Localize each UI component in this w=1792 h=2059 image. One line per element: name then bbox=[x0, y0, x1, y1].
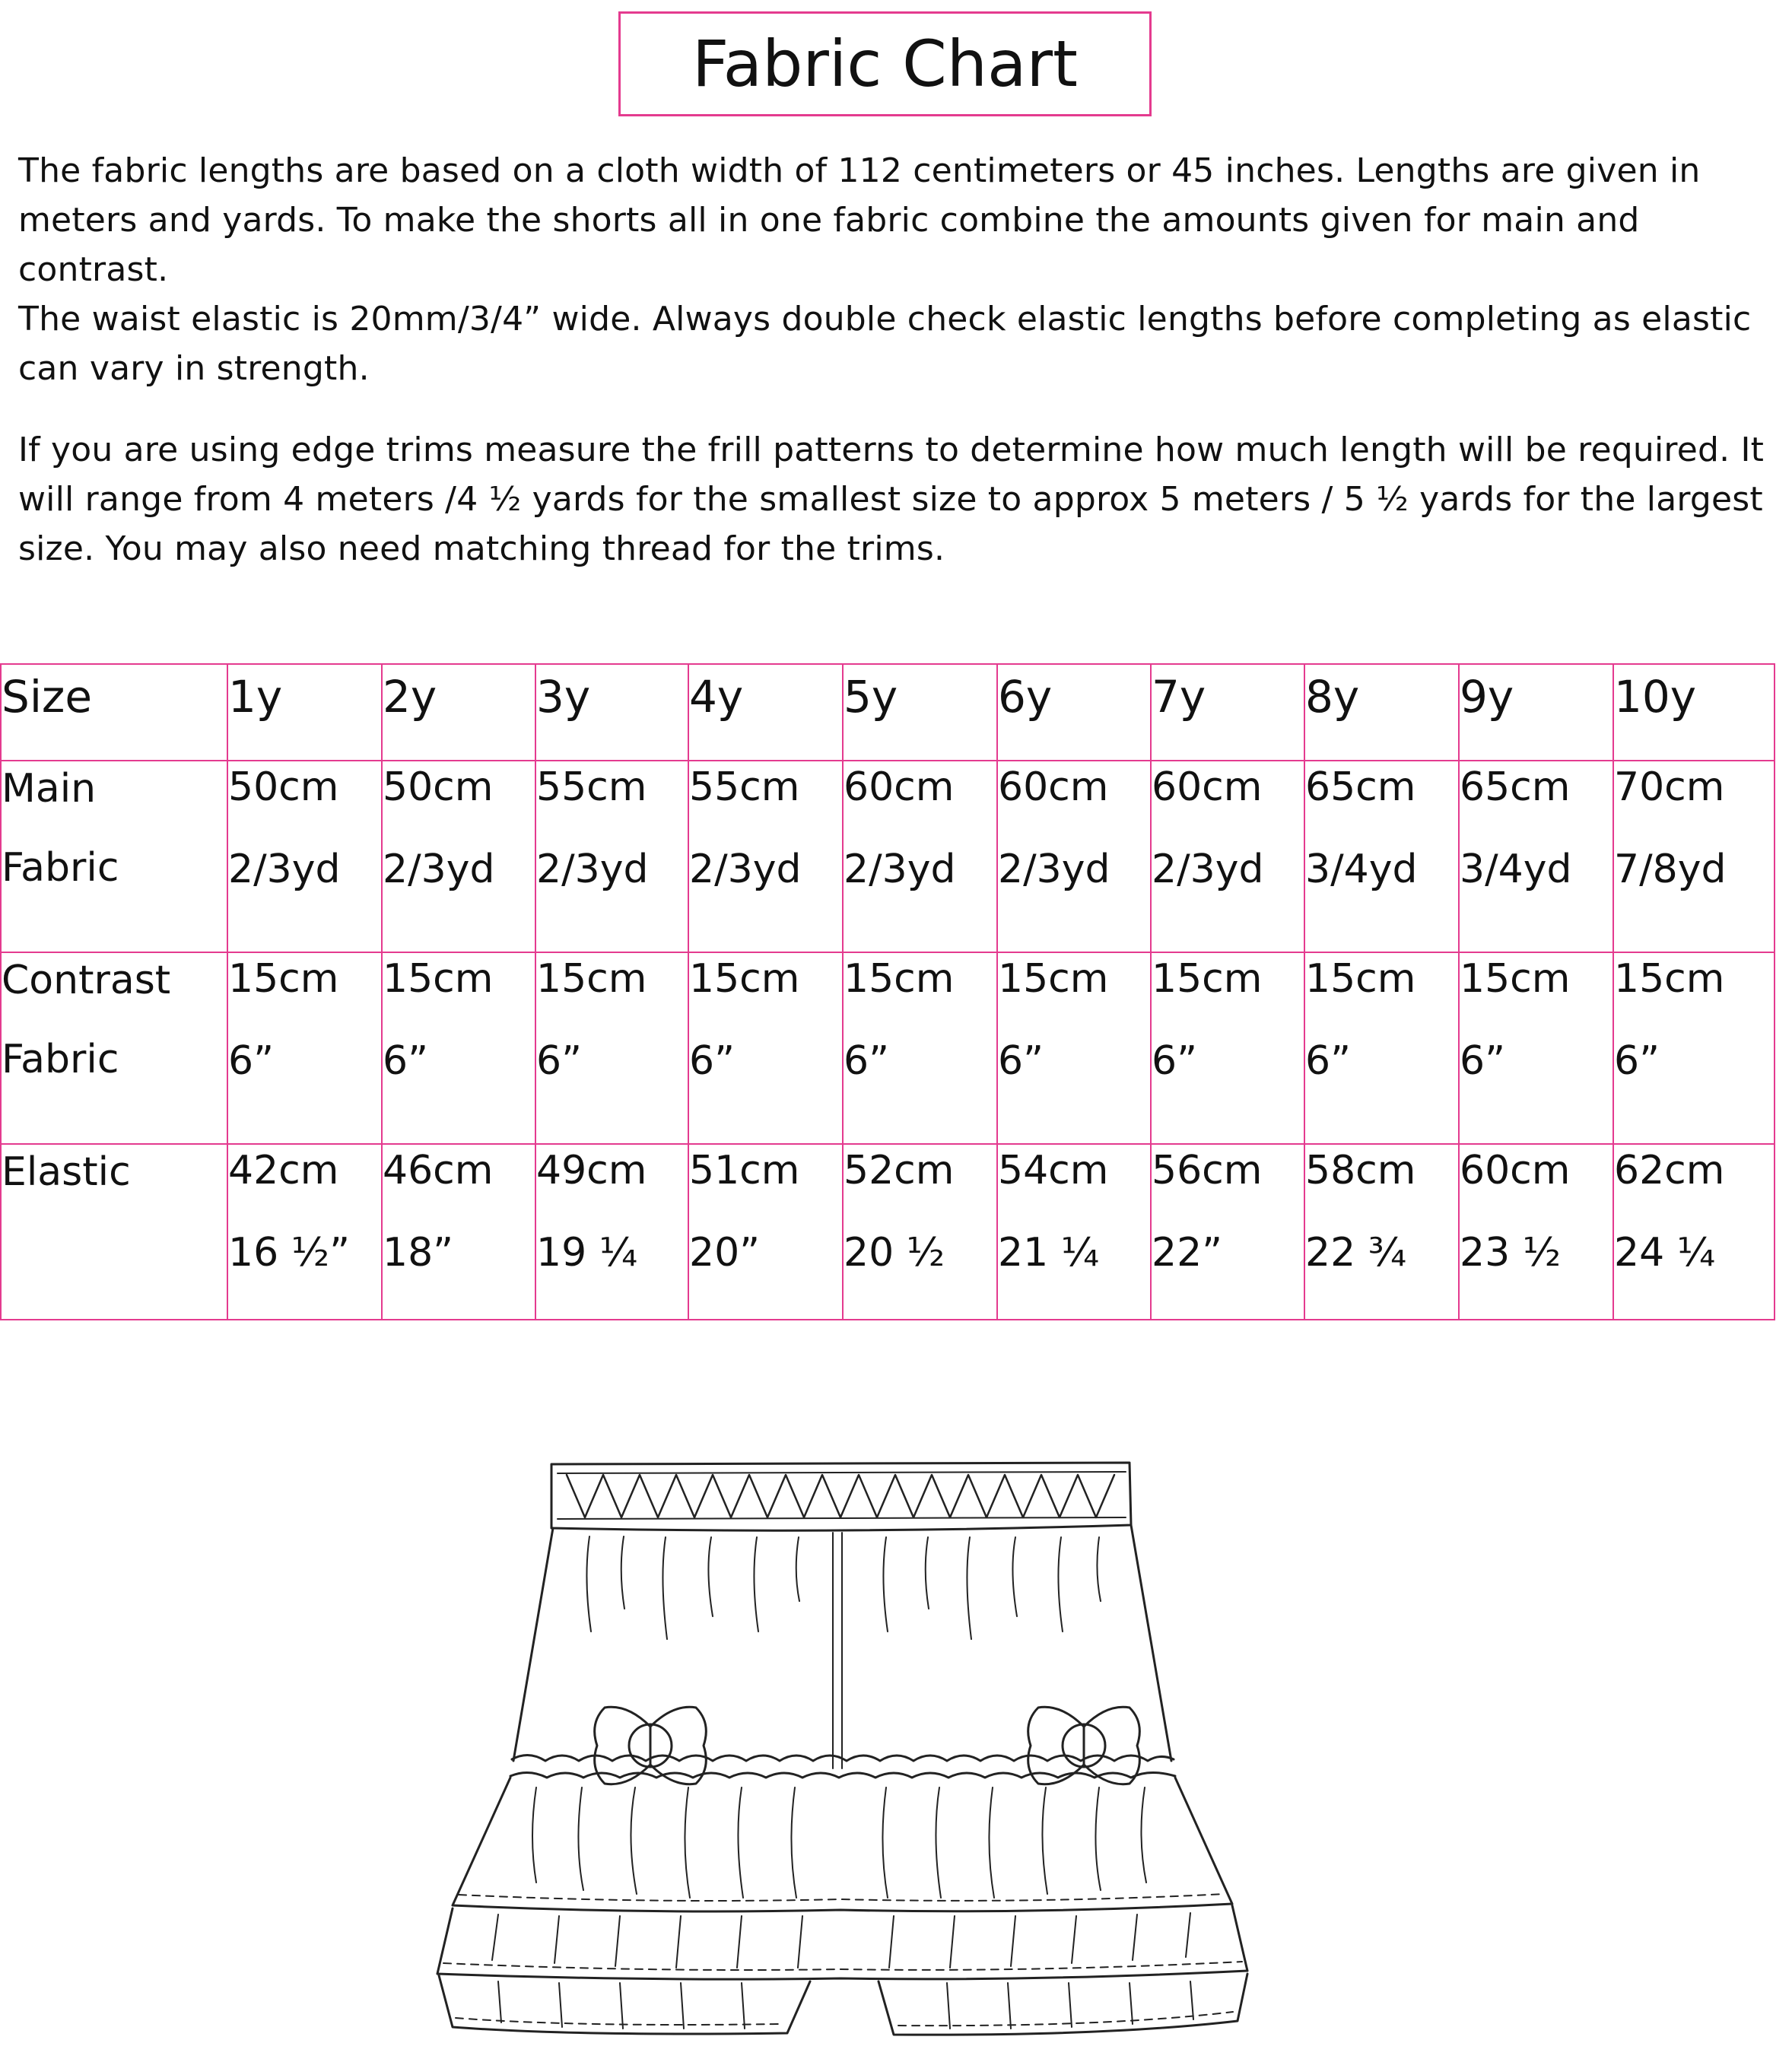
elastic-imperial-value: 18” bbox=[383, 1230, 454, 1276]
elastic-value-cell bbox=[227, 1144, 382, 1320]
top-frill bbox=[453, 1778, 1232, 1911]
main-imperial-value: 2/3yd bbox=[844, 847, 956, 892]
main-imperial-value: 2/3yd bbox=[1152, 847, 1264, 892]
contrast-imperial-value: 6” bbox=[689, 1038, 736, 1084]
main-imperial-value: 2/3yd bbox=[536, 847, 649, 892]
size-cell: 2y bbox=[382, 664, 535, 761]
contrast-metric-value: 15cm bbox=[689, 956, 800, 1002]
elastic-metric-value: 52cm bbox=[844, 1148, 955, 1193]
contrast-value-cell bbox=[1151, 952, 1304, 1144]
main-imperial-value: 2/3yd bbox=[383, 847, 495, 892]
size-cell: 5y bbox=[843, 664, 997, 761]
left-bow-icon bbox=[595, 1707, 707, 1784]
main-value-cell bbox=[1613, 761, 1775, 952]
elastic-value-cell bbox=[1459, 1144, 1613, 1320]
main-metric-value: 70cm bbox=[1614, 764, 1725, 810]
contrast-fabric-label: Fabric bbox=[2, 1037, 119, 1082]
elastic-label: Elastic bbox=[2, 1149, 131, 1195]
main-metric-value: 60cm bbox=[998, 764, 1109, 810]
elastic-imperial-value: 23 ½ bbox=[1460, 1230, 1562, 1276]
elastic-value-cell bbox=[1151, 1144, 1304, 1320]
main-value-cell bbox=[227, 761, 382, 952]
size-cell: 7y bbox=[1151, 664, 1304, 761]
main-imperial-value: 3/4yd bbox=[1305, 847, 1418, 892]
contrast-value-cell bbox=[1304, 952, 1459, 1144]
elastic-value-cell bbox=[1613, 1144, 1775, 1320]
contrast-imperial-value: 6” bbox=[383, 1038, 429, 1084]
main-value-cell bbox=[382, 761, 535, 952]
main-value-cell bbox=[1151, 761, 1304, 952]
contrast-imperial-value: 6” bbox=[536, 1038, 583, 1084]
elastic-metric-value: 58cm bbox=[1305, 1148, 1416, 1193]
intro-text bbox=[18, 146, 1775, 574]
main-metric-value: 55cm bbox=[536, 764, 647, 810]
contrast-fabric-row bbox=[1, 952, 1775, 1144]
contrast-imperial-value: 6” bbox=[998, 1038, 1044, 1084]
elastic-metric-value: 60cm bbox=[1460, 1148, 1571, 1193]
main-value-cell bbox=[1304, 761, 1459, 952]
size-cell: 10y bbox=[1613, 664, 1775, 761]
contrast-value-cell bbox=[688, 952, 843, 1144]
intro-paragraph-elastic: The waist elastic is 20mm/3/4” wide. Always double check elastic lengths before completing as elastic can vary in strength. bbox=[18, 300, 1752, 388]
size-header: Size bbox=[1, 664, 227, 761]
elastic-header bbox=[1, 1144, 227, 1320]
contrast-metric-value: 15cm bbox=[1614, 956, 1725, 1002]
main-imperial-value: 7/8yd bbox=[1614, 847, 1727, 892]
main-imperial-value: 3/4yd bbox=[1460, 847, 1572, 892]
main-value-cell bbox=[688, 761, 843, 952]
main-imperial-value: 2/3yd bbox=[689, 847, 802, 892]
fabric-chart-table bbox=[0, 663, 1775, 1320]
elastic-imperial-value: 24 ¼ bbox=[1614, 1230, 1716, 1276]
elastic-value-cell bbox=[535, 1144, 688, 1320]
contrast-imperial-value: 6” bbox=[228, 1038, 275, 1084]
contrast-value-cell bbox=[382, 952, 535, 1144]
size-cell: 8y bbox=[1304, 664, 1459, 761]
zigzag-stitch bbox=[567, 1475, 1114, 1517]
elastic-imperial-value: 16 ½” bbox=[228, 1230, 351, 1276]
main-metric-value: 65cm bbox=[1460, 764, 1571, 810]
main-metric-value: 50cm bbox=[383, 764, 494, 810]
elastic-imperial-value: 20” bbox=[689, 1230, 761, 1276]
contrast-metric-value: 15cm bbox=[536, 956, 647, 1002]
elastic-imperial-value: 19 ¼ bbox=[536, 1230, 638, 1276]
elastic-imperial-value: 20 ½ bbox=[844, 1230, 945, 1276]
elastic-metric-value: 62cm bbox=[1614, 1148, 1725, 1193]
contrast-imperial-value: 6” bbox=[1460, 1038, 1506, 1084]
elastic-value-cell bbox=[688, 1144, 843, 1320]
size-cell: 4y bbox=[688, 664, 843, 761]
main-metric-value: 60cm bbox=[1152, 764, 1263, 810]
main-fabric-row bbox=[1, 761, 1775, 952]
contrast-value-cell bbox=[1459, 952, 1613, 1144]
contrast-imperial-value: 6” bbox=[844, 1038, 890, 1084]
page-title: Fabric Chart bbox=[618, 11, 1152, 116]
contrast-imperial-value: 6” bbox=[1152, 1038, 1198, 1084]
main-label: Main bbox=[2, 766, 97, 812]
contrast-metric-value: 15cm bbox=[1152, 956, 1263, 1002]
main-metric-value: 50cm bbox=[228, 764, 339, 810]
size-cell: 6y bbox=[997, 664, 1151, 761]
size-cell: 9y bbox=[1459, 664, 1613, 761]
main-fabric-label: Fabric bbox=[2, 845, 119, 891]
main-metric-value: 60cm bbox=[844, 764, 955, 810]
elastic-imperial-value: 22” bbox=[1152, 1230, 1223, 1276]
contrast-imperial-value: 6” bbox=[1305, 1038, 1352, 1084]
main-value-cell bbox=[997, 761, 1151, 952]
elastic-metric-value: 49cm bbox=[536, 1148, 647, 1193]
elastic-metric-value: 46cm bbox=[383, 1148, 494, 1193]
contrast-metric-value: 15cm bbox=[1305, 956, 1416, 1002]
contrast-label: Contrast bbox=[2, 958, 171, 1003]
main-imperial-value: 2/3yd bbox=[228, 847, 341, 892]
main-value-cell bbox=[1459, 761, 1613, 952]
elastic-value-cell bbox=[997, 1144, 1151, 1320]
main-value-cell bbox=[535, 761, 688, 952]
elastic-metric-value: 54cm bbox=[998, 1148, 1109, 1193]
main-value-cell bbox=[843, 761, 997, 952]
main-imperial-value: 2/3yd bbox=[998, 847, 1110, 892]
main-metric-value: 65cm bbox=[1305, 764, 1416, 810]
shorts-illustration bbox=[422, 1449, 1289, 2050]
contrast-metric-value: 15cm bbox=[228, 956, 339, 1002]
contrast-metric-value: 15cm bbox=[844, 956, 955, 1002]
main-fabric-header bbox=[1, 761, 227, 952]
contrast-value-cell bbox=[535, 952, 688, 1144]
elastic-metric-value: 56cm bbox=[1152, 1148, 1263, 1193]
contrast-metric-value: 15cm bbox=[998, 956, 1109, 1002]
contrast-metric-value: 15cm bbox=[383, 956, 494, 1002]
intro-paragraph-trims: If you are using edge trims measure the frill patterns to determine how much length will be required. It will range from 4 meters /4 ½ yards for the smallest size to approx 5 meters / 5 ½ yards for the largest size. You may also need matching thread for the trims. bbox=[18, 431, 1765, 568]
main-metric-value: 55cm bbox=[689, 764, 800, 810]
elastic-imperial-value: 21 ¼ bbox=[998, 1230, 1100, 1276]
size-cell: 1y bbox=[227, 664, 382, 761]
intro-paragraph-fabric: The fabric lengths are based on a cloth width of 112 centimeters or 45 inches. Lengths are given in meters and yards. To make the shorts all in one fabric combine the amounts given for main and contrast. bbox=[18, 151, 1701, 289]
size-cell: 3y bbox=[535, 664, 688, 761]
contrast-metric-value: 15cm bbox=[1460, 956, 1571, 1002]
contrast-value-cell bbox=[1613, 952, 1775, 1144]
contrast-fabric-header bbox=[1, 952, 227, 1144]
contrast-value-cell bbox=[227, 952, 382, 1144]
contrast-value-cell bbox=[997, 952, 1151, 1144]
elastic-row bbox=[1, 1144, 1775, 1320]
size-row bbox=[1, 664, 1775, 761]
contrast-value-cell bbox=[843, 952, 997, 1144]
elastic-imperial-value: 22 ¾ bbox=[1305, 1230, 1407, 1276]
contrast-imperial-value: 6” bbox=[1614, 1038, 1660, 1084]
elastic-metric-value: 51cm bbox=[689, 1148, 800, 1193]
elastic-value-cell bbox=[1304, 1144, 1459, 1320]
elastic-value-cell bbox=[382, 1144, 535, 1320]
elastic-metric-value: 42cm bbox=[228, 1148, 339, 1193]
elastic-value-cell bbox=[843, 1144, 997, 1320]
